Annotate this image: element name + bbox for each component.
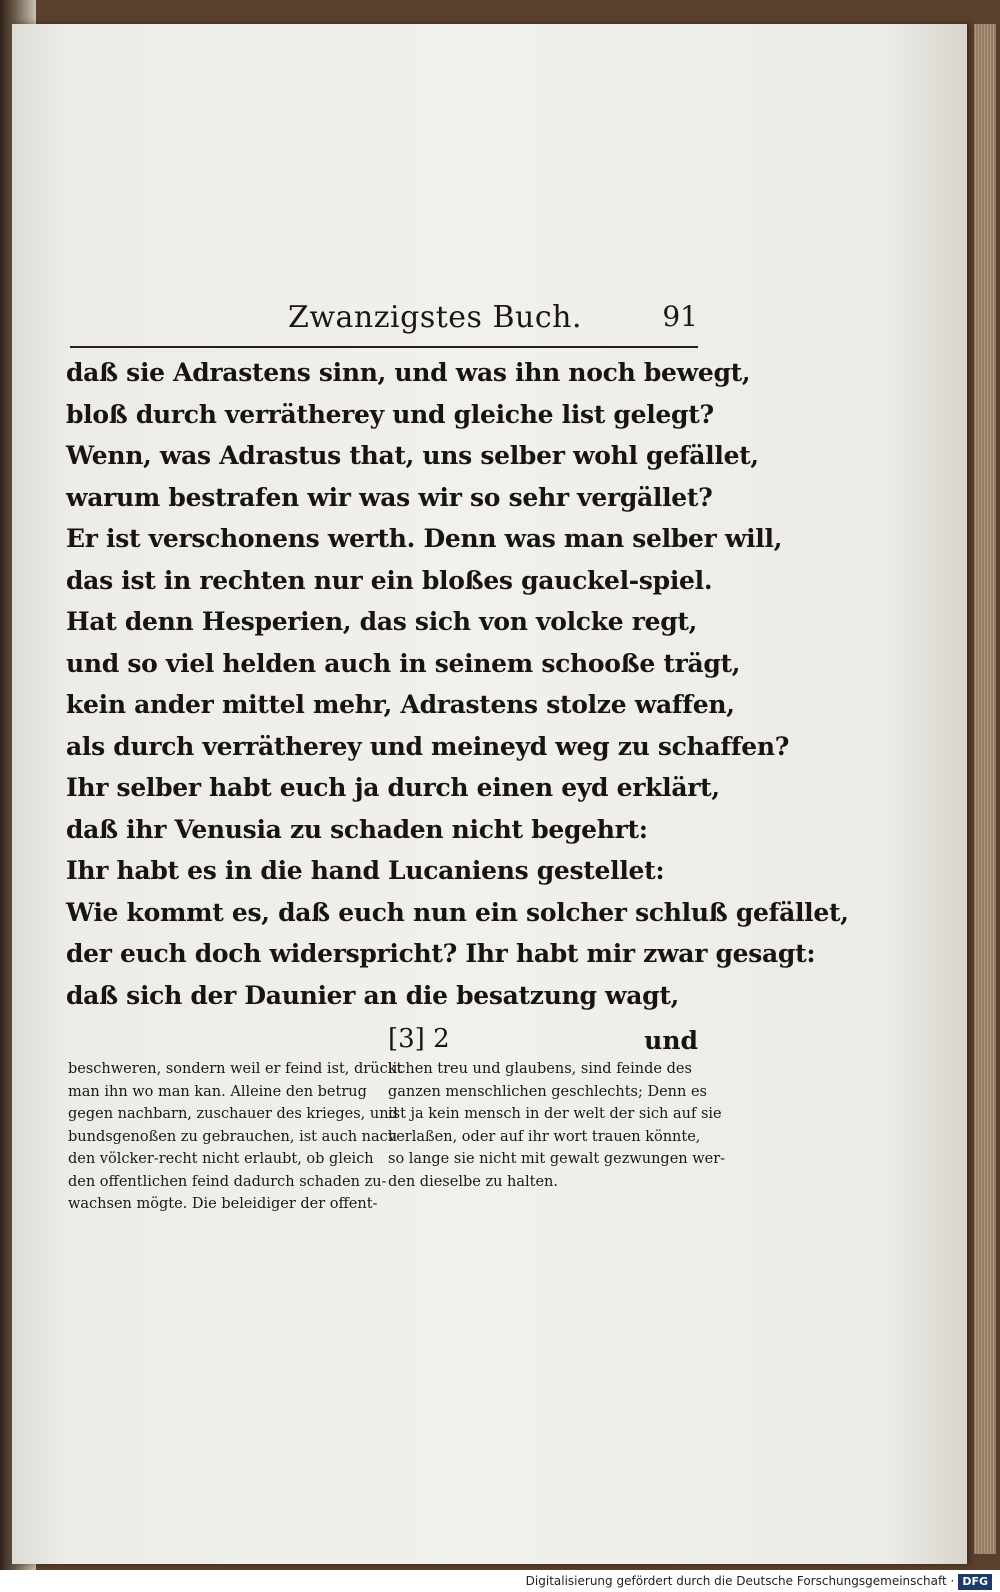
footnote-line: verlaßen, oder auf ihr wort trauen könnte, bbox=[388, 1128, 701, 1145]
running-title: Zwanzigstes Buch. bbox=[288, 300, 582, 335]
footnote-line: beschweren, sondern weil er feind ist, drückt bbox=[68, 1061, 403, 1077]
verse-line: der euch doch widerspricht? Ihr habt mir zwar gesagt: bbox=[66, 939, 816, 968]
running-header bbox=[70, 300, 700, 344]
verse-line: Wie kommt es, daß euch nun ein solcher schluß gefället, bbox=[66, 897, 849, 927]
verse-line: Wenn, was Adrastus that, uns selber wohl gefället, bbox=[66, 441, 759, 470]
footnote-left-column bbox=[68, 1058, 403, 1216]
verse-line: warum bestrafen wir was wir so sehr vergället? bbox=[66, 482, 713, 512]
catch-line bbox=[70, 1024, 698, 1060]
footnote-right-column bbox=[388, 1058, 726, 1193]
catchword: und bbox=[644, 1026, 698, 1055]
verse-line: kein ander mittel mehr, Adrastens stolze waffen, bbox=[66, 690, 735, 719]
signature-mark: [3] 2 bbox=[388, 1024, 450, 1054]
footnote-line: ist ja kein mensch in der welt der sich auf sie bbox=[388, 1106, 722, 1122]
footnote-line: den offentlichen feind dadurch schaden zu- bbox=[68, 1173, 387, 1190]
verse-line: und so viel helden auch in seinem schooße trägt, bbox=[66, 648, 741, 678]
verse-line: Ihr habt es in die hand Lucaniens gestellet: bbox=[66, 856, 665, 885]
verse-line: Ihr selber habt euch ja durch einen eyd erklärt, bbox=[66, 773, 720, 802]
footnote-line: den völcker-recht nicht erlaubt, ob gleich bbox=[68, 1151, 374, 1167]
page-fore-edge bbox=[974, 24, 996, 1554]
footnote-line: bundsgenoßen zu gebrauchen, ist auch nach bbox=[68, 1128, 398, 1145]
verse-line: das ist in rechten nur ein bloßes gauckel-spiel. bbox=[66, 565, 713, 595]
footnote-line: wachsen mögte. Die beleidiger der offent- bbox=[68, 1196, 378, 1212]
verse-line: daß sie Adrastens sinn, und was ihn noch bewegt, bbox=[66, 358, 751, 387]
footnote-line: so lange sie nicht mit gewalt gezwungen wer- bbox=[388, 1151, 726, 1167]
page-number: 91 bbox=[662, 300, 698, 333]
footnote-line: lichen treu und glaubens, sind feinde des bbox=[388, 1061, 692, 1077]
footer-credit: Digitalisierung gefördert durch die Deutsche Forschungsgemeinschaft · bbox=[525, 1574, 955, 1588]
header-rule bbox=[70, 346, 698, 348]
footnote-line: man ihn wo man kan. Alleine den betrug bbox=[68, 1083, 367, 1100]
verse-block bbox=[66, 352, 849, 1016]
verse-line: bloß durch verrätherey und gleiche list gelegt? bbox=[66, 399, 714, 429]
dfg-logo: DFG bbox=[958, 1574, 992, 1590]
verse-line: daß sich der Daunier an die besatzung wagt, bbox=[66, 980, 679, 1010]
footnote-line: gegen nachbarn, zuschauer des krieges, und bbox=[68, 1106, 398, 1122]
footnote-line: ganzen menschlichen geschlechts; Denn es bbox=[388, 1083, 707, 1100]
verse-line: Er ist verschonens werth. Denn was man selber will, bbox=[66, 524, 783, 553]
digitization-footer bbox=[0, 1570, 1000, 1592]
footnote-line: den dieselbe zu halten. bbox=[388, 1173, 559, 1190]
verse-line: daß ihr Venusia zu schaden nicht begehrt: bbox=[66, 814, 648, 844]
verse-line: als durch verrätherey und meineyd weg zu schaffen? bbox=[66, 731, 790, 761]
verse-line: Hat denn Hesperien, das sich von volcke regt, bbox=[66, 607, 698, 636]
